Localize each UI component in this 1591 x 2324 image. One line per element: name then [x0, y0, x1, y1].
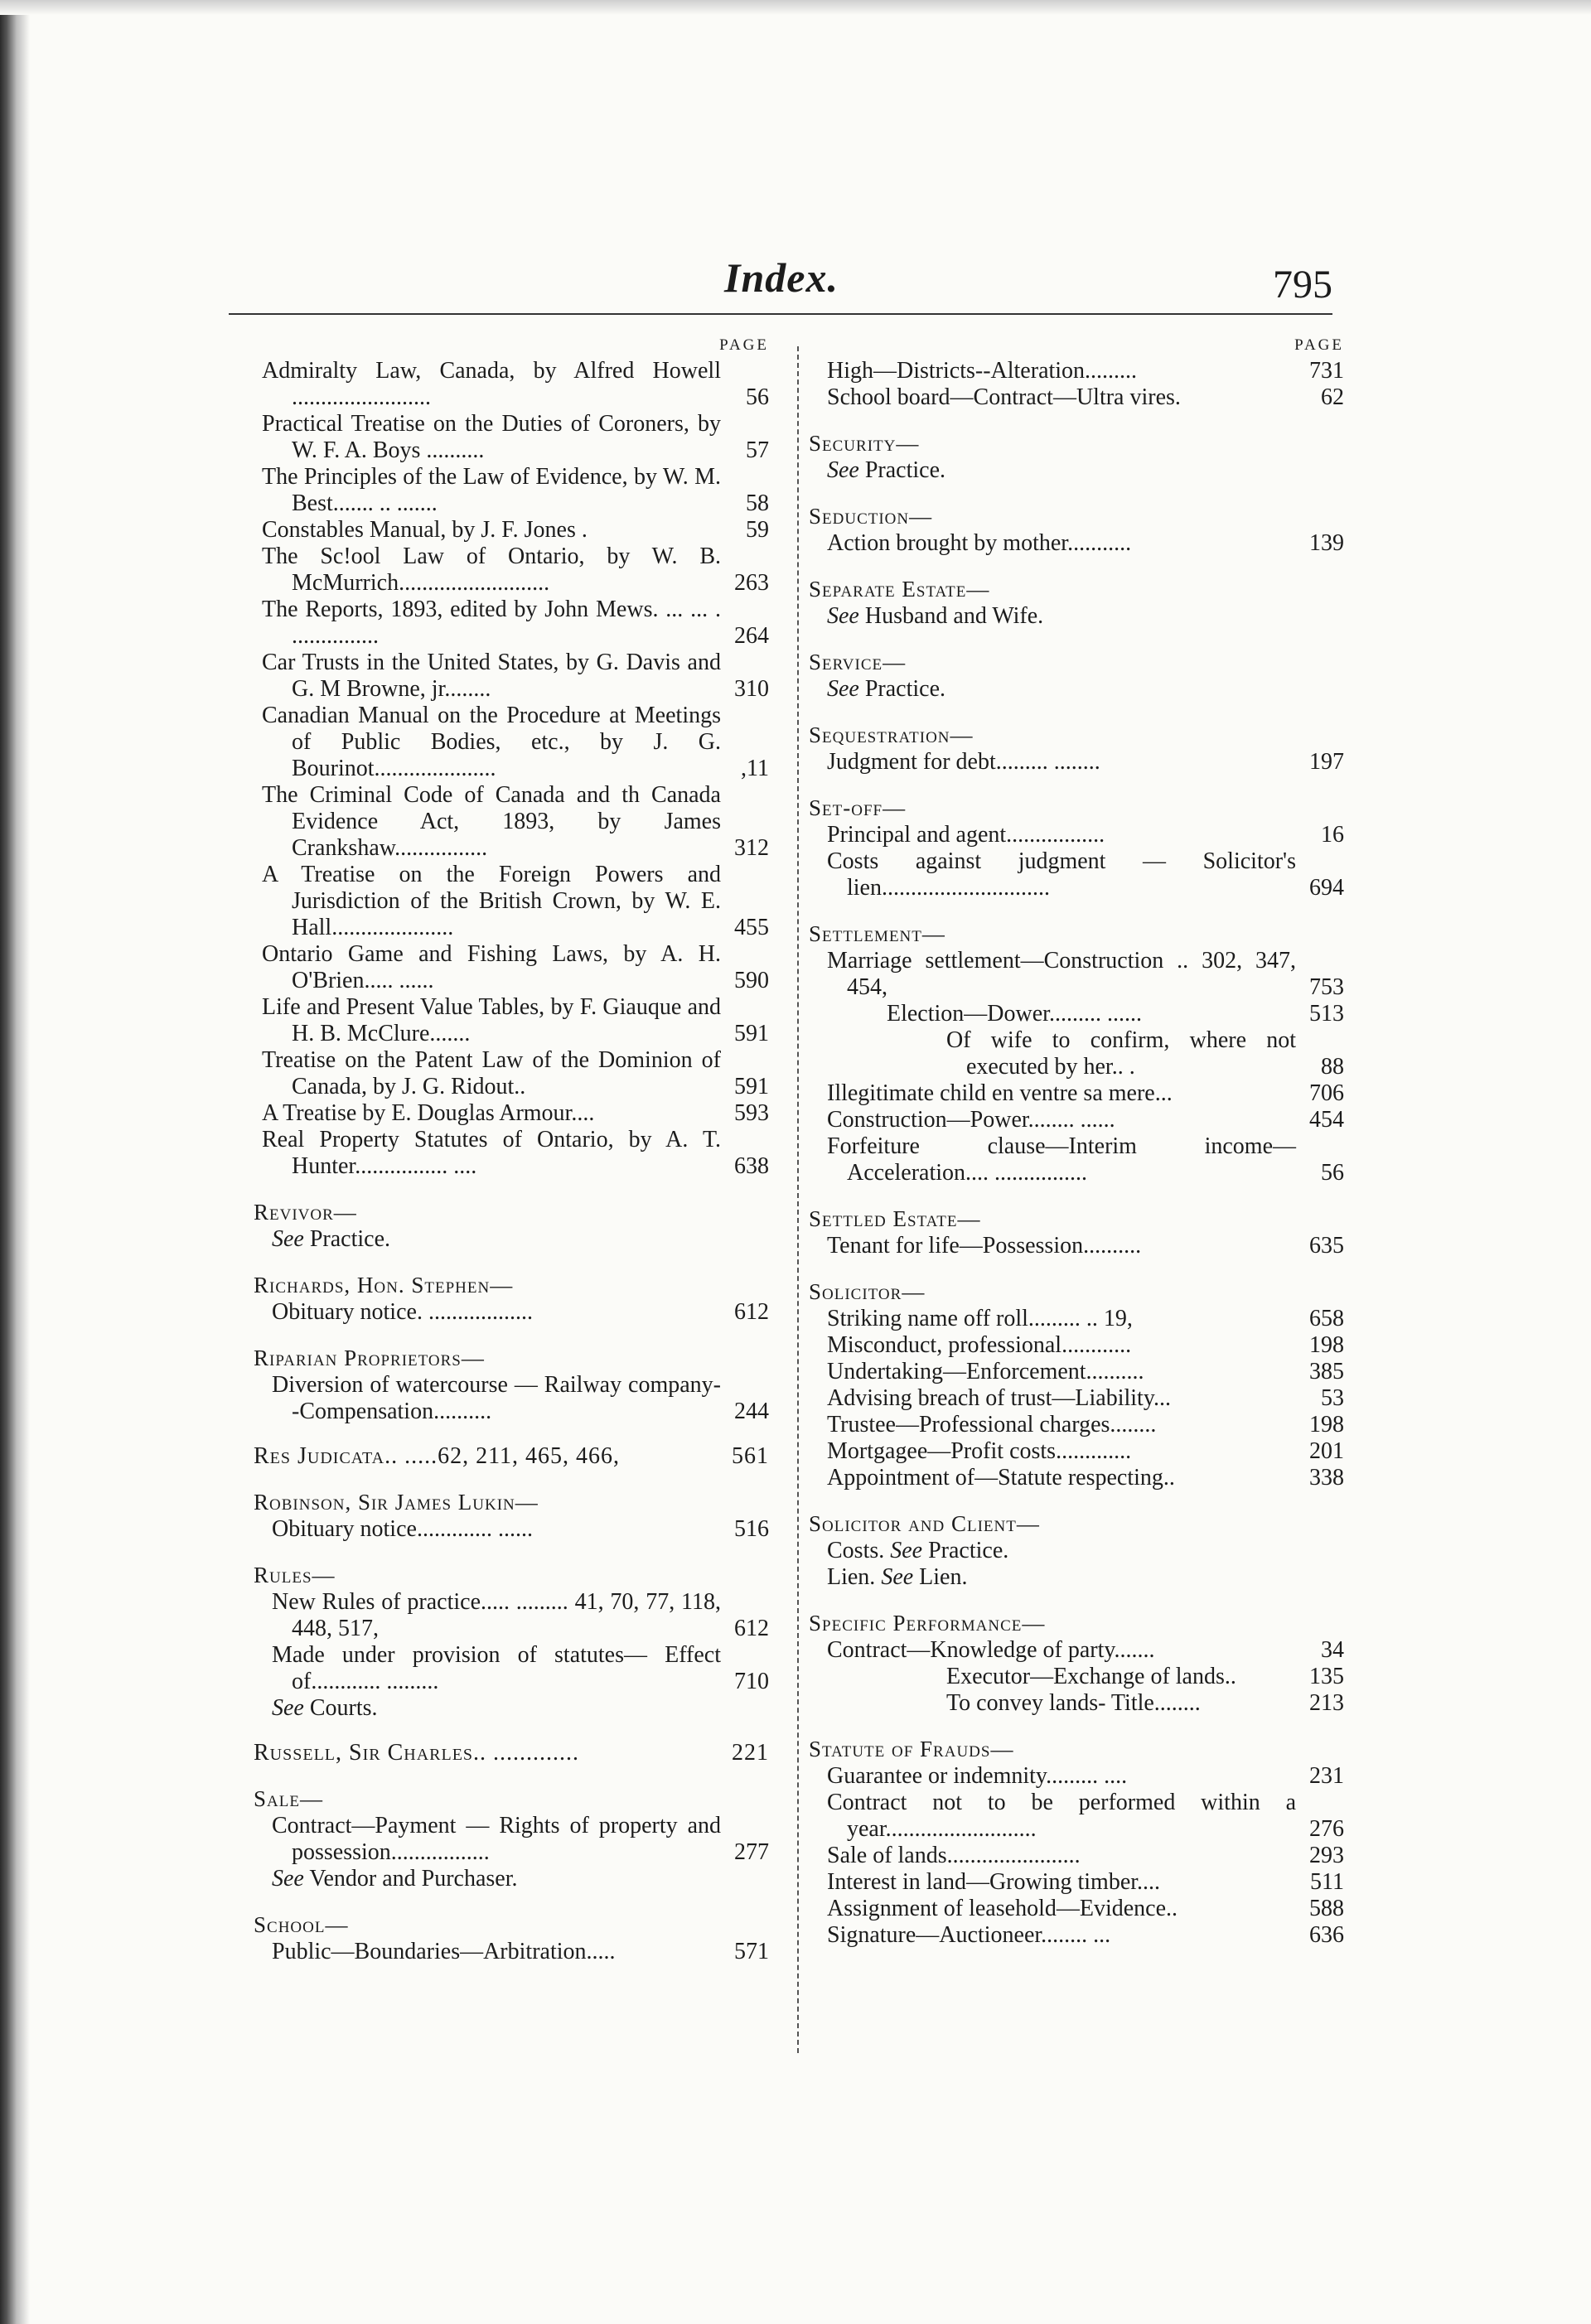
solicitor-entries — [809, 1306, 1344, 1491]
index-entry: Appointment of—Statute respecting.. 338 — [827, 1465, 1344, 1491]
index-entry: Undertaking—Enforcement.......... 385 — [827, 1359, 1344, 1384]
settlement-entries — [809, 948, 1344, 1186]
page-reference: 276 — [1309, 1816, 1344, 1842]
index-entry: Assignment of leasehold—Evidence.. 588 — [827, 1896, 1344, 1921]
index-entry: Ontario Game and Fishing Laws, by A. H. O'Brien..... ...... 590 — [262, 941, 769, 993]
page-reference: 198 — [1309, 1412, 1344, 1437]
index-heading: Revivor— — [254, 1200, 357, 1225]
page-reference: 454 — [1309, 1107, 1344, 1133]
index-heading: School— — [254, 1912, 349, 1937]
index-entry: Real Property Statutes of Ontario, by A. T. Hunter................ .... 638 — [262, 1127, 769, 1179]
index-entry: Principal and agent................. 16 — [827, 822, 1344, 848]
page-reference: 59 — [746, 517, 769, 543]
page-reference: ,11 — [741, 756, 769, 781]
index-heading: Service— — [809, 650, 907, 674]
see-reference: See Practice. — [272, 1226, 391, 1252]
index-entry: Practical Treatise on the Duties of Coroners, by W. F. A. Boys .......... 57 — [262, 411, 769, 463]
index-heading: Specific Performance— — [809, 1611, 1046, 1635]
index-entry: Car Trusts in the United States, by G. Davis and G. M Browne, jr........ 310 — [262, 650, 769, 702]
index-entry: Made under provision of statutes— Effect of............ ......... 710 — [272, 1642, 769, 1694]
index-entry: Illegitimate child en ventre sa mere... 706 — [827, 1080, 1344, 1106]
see-reference: See Vendor and Purchaser. — [272, 1866, 518, 1892]
index-entry: Life and Present Value Tables, by F. Giauque and H. B. McClure....... 591 — [262, 994, 769, 1046]
page-reference: 58 — [746, 490, 769, 516]
page-reference: 753 — [1309, 974, 1344, 1000]
index-entry: School board—Contract—Ultra vires. 62 — [827, 384, 1344, 410]
page-reference: 590 — [734, 968, 769, 993]
see-reference: Lien. See Lien. — [827, 1564, 968, 1590]
index-entry: Misconduct, professional............ 198 — [827, 1332, 1344, 1358]
index-heading: Statute of Frauds— — [809, 1737, 1014, 1761]
index-entry: Interest in land—Growing timber.... 511 — [827, 1869, 1344, 1895]
index-entry: Public—Boundaries—Arbitration..... 571 — [272, 1939, 769, 1964]
index-entry: The Principles of the Law of Evidence, by W. M. Best....... .. ....... 58 — [262, 464, 769, 516]
page-top-edge — [0, 0, 1591, 15]
index-column-right — [809, 336, 1344, 1949]
index-heading: Res Judicata.. .....62, 211, 465, 466, 561 — [254, 1443, 769, 1469]
page-reference: 312 — [734, 835, 769, 861]
index-entry: The Criminal Code of Canada and th Canada Evidence Act, 1893, by James Crankshaw................ 312 — [262, 782, 769, 861]
book-list — [254, 358, 769, 1180]
page-reference: 16 — [1321, 822, 1344, 848]
index-entry: Admiralty Law, Canada, by Alfred Howell ........................ 56 — [262, 358, 769, 410]
index-entry: Contract—Payment — Rights of property and possession................. 277 — [272, 1813, 769, 1865]
index-entry: High—Districts--Alteration......... 731 — [827, 358, 1344, 384]
index-entry: New Rules of practice..... ......... 41, 70, 77, 118, 448, 517, 612 — [272, 1589, 769, 1641]
index-heading: Sequestration— — [809, 722, 974, 747]
page-reference: 34 — [1321, 1637, 1344, 1663]
page-reference: 53 — [1321, 1385, 1344, 1411]
page-reference: 511 — [1310, 1869, 1344, 1895]
statute-of-frauds-entries — [809, 1763, 1344, 1949]
index-entry: Treatise on the Patent Law of the Dominion of Canada, by J. G. Ridout.. 591 — [262, 1047, 769, 1099]
set-off-entries — [809, 822, 1344, 901]
page-reference: 198 — [1309, 1332, 1344, 1358]
page-reference: 694 — [1309, 875, 1344, 901]
index-entry: Trustee—Professional charges........ 198 — [827, 1412, 1344, 1437]
index-entry: Judgment for debt......... ........ 197 — [827, 749, 1344, 775]
page-reference: 263 — [734, 570, 769, 596]
index-heading: Riparian Proprietors— — [254, 1346, 485, 1370]
index-entry: Signature—Auctioneer........ ... 636 — [827, 1922, 1344, 1948]
see-reference: Costs. See Practice. — [827, 1538, 1009, 1563]
page-reference: 213 — [1309, 1690, 1344, 1716]
index-entry: Costs against judgment — Solicitor's lien............................. 694 — [827, 848, 1344, 901]
page-reference: 706 — [1309, 1080, 1344, 1106]
index-heading: Russell, Sir Charles.. ............. 221 — [254, 1740, 769, 1766]
see-reference: See Practice. — [827, 676, 946, 702]
index-heading: Security— — [809, 431, 920, 456]
index-entry: Contract—Knowledge of party....... 34 — [827, 1637, 1344, 1663]
index-heading: Richards, Hon. Stephen— — [254, 1273, 514, 1297]
index-entry: Obituary notice............. ...... 516 — [272, 1516, 769, 1542]
index-entry: Mortgagee—Profit costs............. 201 — [827, 1438, 1344, 1464]
index-entry: Contract not to be performed within a year.......................... 276 — [827, 1790, 1344, 1842]
index-heading: Settled Estate— — [809, 1206, 981, 1231]
page-column-label: PAGE — [1294, 336, 1344, 354]
index-heading: Seduction— — [809, 504, 933, 529]
page-reference: 591 — [734, 1074, 769, 1099]
see-reference: See Practice. — [827, 457, 946, 483]
index-entry: Of wife to confirm, where not executed by her.. . 88 — [946, 1027, 1344, 1080]
index-entry: Executor—Exchange of lands.. 135 — [946, 1664, 1344, 1689]
page-number: 795 — [1273, 263, 1332, 307]
index-heading: Settlement— — [809, 921, 945, 946]
index-heading: Separate Estate— — [809, 577, 990, 602]
page-reference: 638 — [734, 1153, 769, 1179]
page-reference: 588 — [1309, 1896, 1344, 1921]
index-heading: Solicitor— — [809, 1279, 926, 1304]
page-reference: 56 — [1321, 1160, 1344, 1186]
page-reference: 636 — [1309, 1922, 1344, 1948]
index-heading: Robinson, Sir James Lukin— — [254, 1490, 539, 1515]
page-reference: 591 — [734, 1021, 769, 1046]
page-reference: 658 — [1309, 1306, 1344, 1331]
index-entry: Canadian Manual on the Procedure at Meetings of Public Bodies, etc., by J. G. Bourinot..................... ,11 — [262, 703, 769, 781]
index-entry: A Treatise on the Foreign Powers and Jurisdiction of the British Crown, by W. E. Hall..................... 455 — [262, 862, 769, 940]
index-entry: Forfeiture clause—Interim income—Acceleration.... ................ 56 — [827, 1133, 1344, 1186]
page-reference: 231 — [1309, 1763, 1344, 1789]
page-reference: 201 — [1309, 1438, 1344, 1464]
index-entry: The Reports, 1893, edited by John Mews. ... ... . ............... 264 — [262, 597, 769, 649]
index-heading: Set-off— — [809, 795, 907, 820]
column-divider — [797, 346, 800, 2053]
page-reference: 338 — [1309, 1465, 1344, 1491]
index-heading: Sale— — [254, 1786, 323, 1811]
page-reference: 293 — [1309, 1843, 1344, 1868]
see-reference: See Husband and Wife. — [827, 603, 1044, 629]
index-entry: Action brought by mother........... 139 — [827, 530, 1344, 556]
running-head — [229, 250, 1332, 316]
index-heading: Rules— — [254, 1563, 336, 1587]
page-reference: 455 — [734, 915, 769, 940]
index-entry: To convey lands- Title........ 213 — [946, 1690, 1344, 1716]
index-entry: Constables Manual, by J. F. Jones . 59 — [262, 517, 769, 543]
index-entry: A Treatise by E. Douglas Armour.... 593 — [262, 1100, 769, 1126]
page-reference: 57 — [746, 437, 769, 463]
page-reference: 88 — [1321, 1054, 1344, 1080]
page-reference: 135 — [1309, 1664, 1344, 1689]
page-binding-edge — [0, 0, 30, 2324]
page-reference: 513 — [1309, 1001, 1344, 1027]
page-reference: 264 — [734, 623, 769, 649]
page-reference: 385 — [1309, 1359, 1344, 1384]
header-rule — [229, 313, 1332, 315]
index-entry: Tenant for life—Possession.......... 635 — [827, 1233, 1344, 1259]
index-heading: Solicitor and Client— — [809, 1511, 1040, 1536]
index-entry: Sale of lands....................... 293 — [827, 1843, 1344, 1868]
index-entry: Marriage settlement—Construction .. 302, 347, 454, 753 — [827, 948, 1344, 1000]
index-entry: Obituary notice. .................. 612 — [272, 1299, 769, 1325]
see-reference: See Courts. — [272, 1695, 378, 1721]
page-reference: 56 — [746, 384, 769, 410]
index-entry: The Sc!ool Law of Ontario, by W. B. McMurrich.......................... 263 — [262, 544, 769, 596]
index-entry: Striking name off roll......... .. 19, 658 — [827, 1306, 1344, 1331]
index-entry: Election—Dower......... ...... 513 — [887, 1001, 1344, 1027]
index-entry: Diversion of watercourse — Railway company--Compensation.......... 244 — [272, 1372, 769, 1424]
specific-performance-entries — [809, 1637, 1344, 1717]
index-entry: Guarantee or indemnity......... .... 231 — [827, 1763, 1344, 1789]
index-column-left — [254, 336, 769, 1965]
page-column-label: PAGE — [719, 336, 769, 354]
page-title: Index. — [724, 254, 839, 301]
index-entry: Advising breach of trust—Liability... 53 — [827, 1385, 1344, 1411]
index-entry: Construction—Power........ ...... 454 — [827, 1107, 1344, 1133]
page-reference: 593 — [734, 1100, 769, 1126]
page-reference: 310 — [734, 676, 769, 702]
